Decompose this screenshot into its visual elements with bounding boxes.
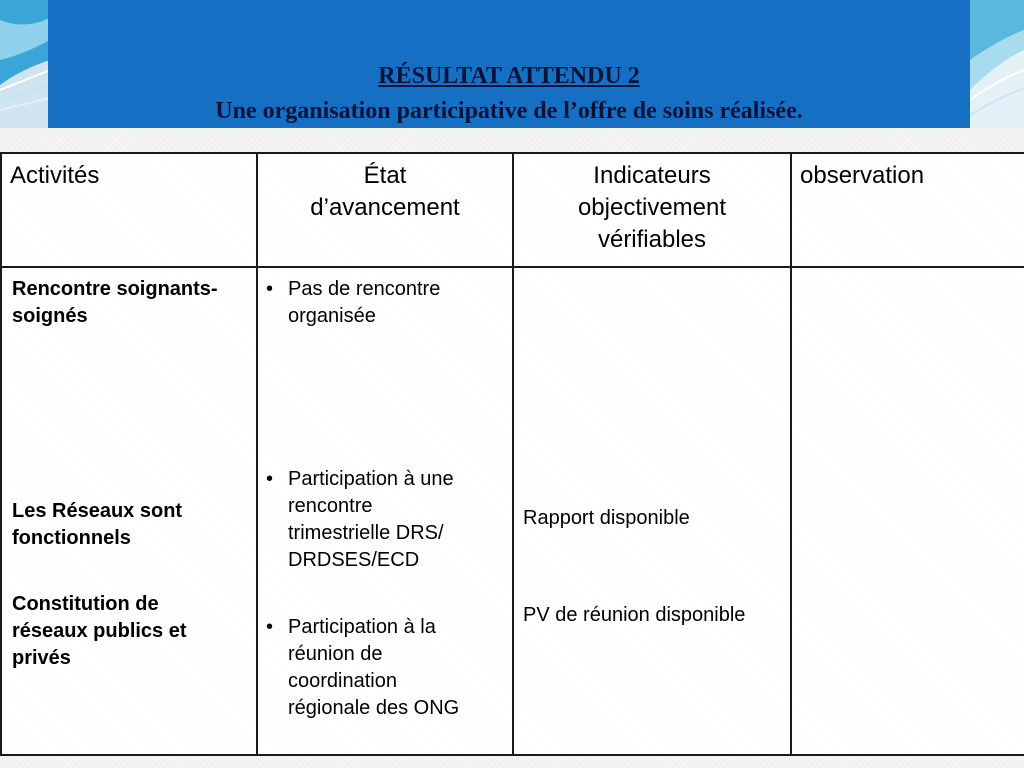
header-observation: observation (791, 153, 1024, 267)
header-activites: Activités (1, 153, 257, 267)
page-title: RÉSULTAT ATTENDU 2 (378, 63, 640, 89)
title-band (48, 0, 970, 128)
table-row (1, 267, 1024, 755)
activity-item: Rencontre soignants- soignés (12, 278, 218, 327)
table-header-row (1, 153, 1024, 267)
bullet-icon: • (266, 278, 274, 300)
indicators-cell (513, 267, 791, 755)
header-indicateurs: Indicateurs objectivement vérifiables (513, 153, 791, 267)
indicator-item: PV de réunion disponible (523, 604, 746, 626)
page-subtitle: Une organisation participative de l’offre de soins réalisée. (215, 98, 803, 124)
decorative-swoosh-left (0, 0, 50, 128)
bullet-icon: • (266, 616, 274, 638)
indicator-item: Rapport disponible (523, 507, 690, 529)
activity-item: Constitution de réseaux publics et privés (12, 593, 187, 669)
results-table (0, 152, 1024, 756)
decorative-swoosh-right (970, 0, 1024, 128)
observation-cell (791, 267, 1024, 755)
activities-cell (1, 267, 257, 755)
status-cell: • Pas de rencontre organisée • Participation à une rencontre trimestrielle DRS/ DRDSES/ECD • Participation à la réunion de coordination régionale des ONG (257, 267, 513, 755)
header-etat: État d’avancement (257, 153, 513, 267)
bullet-icon: • (266, 468, 274, 490)
activity-item: Les Réseaux sont fonctionnels (12, 500, 183, 549)
